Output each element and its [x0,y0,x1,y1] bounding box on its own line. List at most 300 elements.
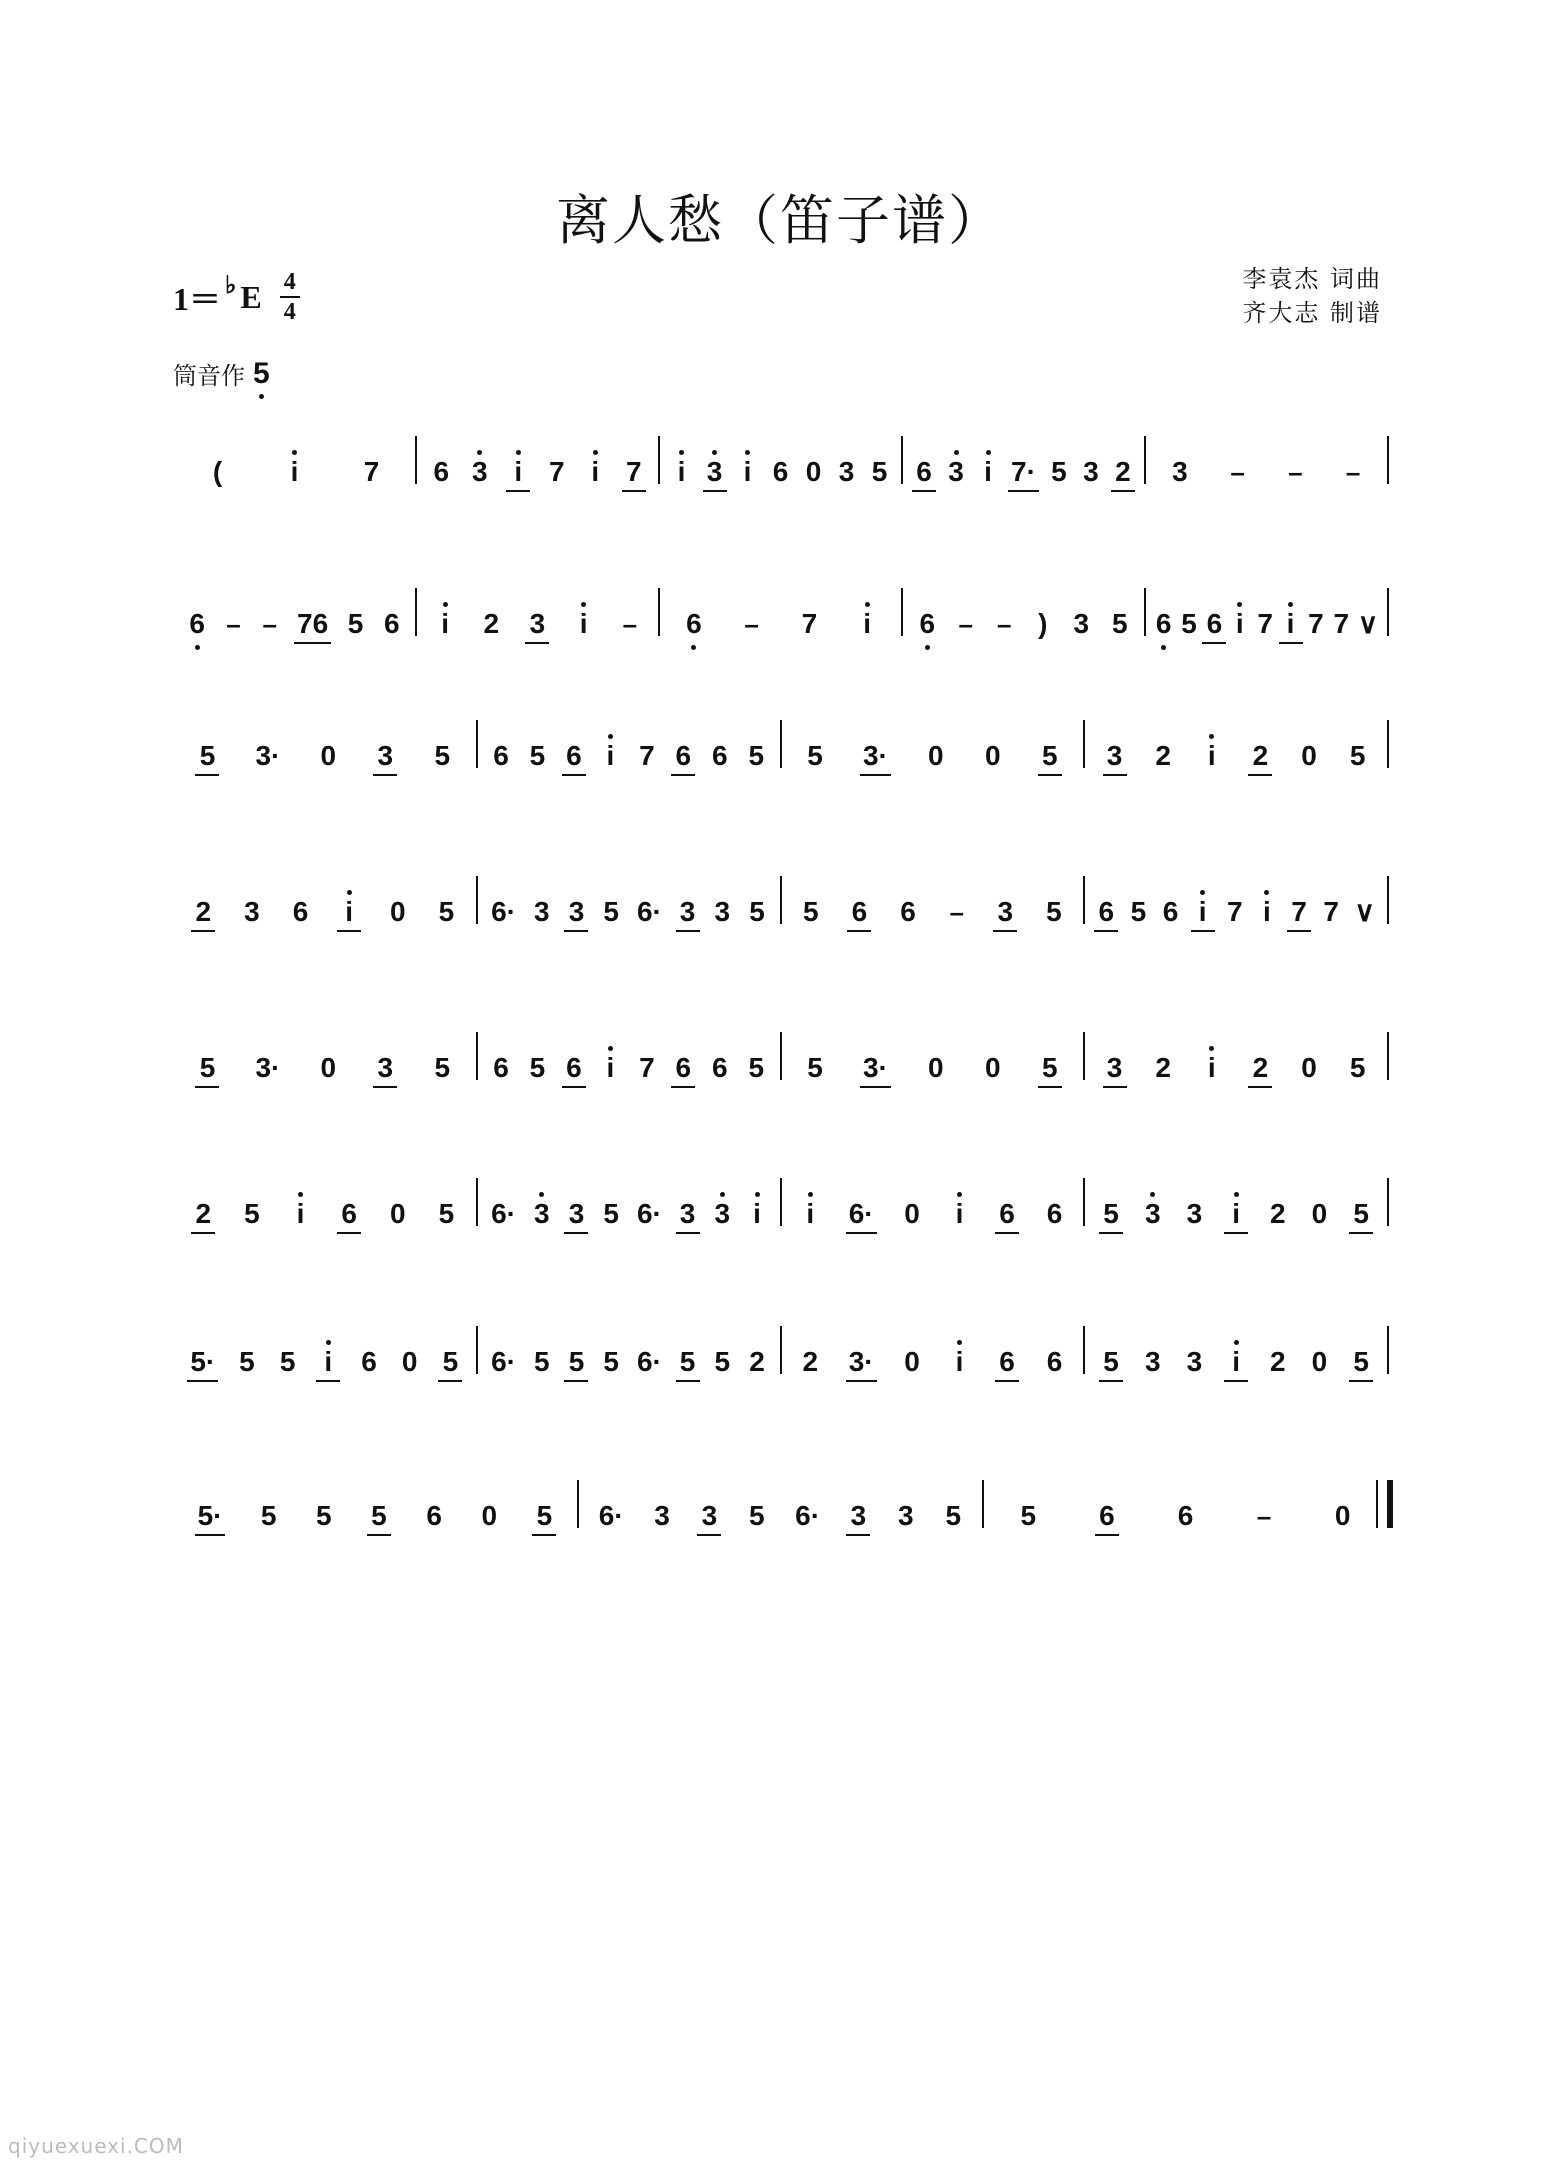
duration-dash: – [622,609,638,639]
duration-dash: – [226,609,241,639]
measure [1090,1330,1382,1390]
score-note: i [1282,610,1300,638]
measure [1090,724,1382,784]
score-note: 6 [1046,1346,1063,1377]
measure [787,1330,1079,1390]
barline [577,1480,579,1528]
score-note: 6 [426,1500,442,1531]
score-note: 3· [862,740,888,771]
duration-dash: – [997,609,1012,639]
score-note: 5 [945,1500,962,1531]
score-note: 0 [320,1052,337,1083]
score-note: 6 [292,896,309,927]
score-note: 3 [533,1198,550,1229]
barline [476,1032,478,1080]
measure [483,880,775,940]
watermark: qiyuexuexi.COM [8,2134,184,2158]
measure [787,1182,1079,1242]
score-note: 6 [712,740,728,771]
score-row [173,880,1388,940]
score-note: 5 [442,1346,459,1377]
score-note: i [748,1200,766,1228]
score-note: 3 [1144,1346,1161,1377]
score-note: i [673,458,691,486]
measure [483,724,775,784]
duration-dash: – [958,609,973,639]
score-note: 6 [1155,608,1172,639]
score-note: 3 [1073,608,1090,639]
score-note: ∨ [1354,896,1375,927]
score-note: 6· [636,896,662,927]
barline [780,876,782,924]
score-note: ∨ [1357,608,1379,639]
score-note: 5 [1046,896,1062,927]
score-note: 5 [1130,896,1147,927]
score-note: 3· [848,1346,874,1377]
score-note: 7 [1333,608,1350,639]
score-note: 3 [1172,456,1188,487]
barline [982,1480,984,1528]
score-note: 5 [871,456,888,487]
score-note: i [1227,1348,1245,1376]
score-note: 0 [481,1500,498,1531]
score-note: 6 [566,740,582,771]
score-note: 3 [654,1500,670,1531]
score-note: 5 [316,1500,332,1531]
duration-dash: – [1230,457,1245,487]
tube-note-value: 5 [253,356,270,390]
barline [1387,1178,1389,1226]
barline [1387,720,1389,768]
score-note: 3 [706,456,723,487]
barline [1387,1032,1389,1080]
score-note: 5 [1353,1198,1369,1229]
score-note: 5 [1020,1500,1037,1531]
score-note: 0 [1311,1198,1328,1229]
barline [1387,588,1389,636]
barline [1387,1326,1389,1374]
score-note: 3 [377,1052,394,1083]
measure [179,1036,471,1096]
barline [780,1178,782,1226]
score-note: 7 [1308,608,1324,639]
score-note: 3 [1186,1198,1203,1229]
score-note: 2 [1269,1198,1286,1229]
measure [665,440,896,500]
score-note: 5 [434,740,451,771]
score-note: 6 [851,896,868,927]
score-note: 3 [1083,456,1099,487]
measure [787,724,1079,784]
score-row [173,724,1388,784]
score-note: i [601,1054,619,1082]
score-note: 5 [239,1346,255,1377]
score-note: 3 [244,896,260,927]
measure [1090,880,1382,940]
score-note: 3 [679,896,696,927]
score-note: 7 [1323,896,1339,927]
score-note: i [979,458,997,486]
barline [476,1326,478,1374]
barline [1083,876,1085,924]
score-row [173,1484,1388,1544]
score-note: 7 [625,456,642,487]
score-note: 5 [279,1346,296,1377]
barline [476,876,478,924]
score-note: i [1227,1200,1245,1228]
score-note: 5 [199,1052,216,1083]
measure [787,1036,1079,1096]
measure [584,1484,977,1544]
barline [1387,876,1389,924]
score-note: 6 [686,608,702,639]
score-note: 6 [341,1198,357,1229]
score-note: 3· [862,1052,888,1083]
score-note: 6· [491,1346,517,1377]
score-note: 2 [195,896,212,927]
measure [1151,440,1382,500]
score-note: 5 [603,1198,619,1229]
score-note: 0 [1334,1500,1351,1531]
score-note: 76 [297,608,329,639]
score-note: 5 [749,896,765,927]
score-note: 5 [244,1198,260,1229]
score-note: 3 [533,896,550,927]
barline [1083,1326,1085,1374]
score-note: 2 [1269,1346,1286,1377]
score-note: 7 [639,740,655,771]
score-row [173,1182,1388,1242]
score-note: 2 [195,1198,212,1229]
score-note: i [801,1200,819,1228]
score-note: 6 [1177,1500,1194,1531]
score-note: i [1203,1054,1221,1082]
score-note: 5 [807,740,823,771]
score-note: 3 [529,608,546,639]
score-note: 5 [529,740,546,771]
score-note: 3 [1106,1052,1123,1083]
score-note: 6 [999,1346,1015,1377]
time-signature [280,270,300,324]
duration-dash: – [1288,457,1303,487]
measure [179,440,410,500]
score-note: i [436,610,454,638]
measure [787,880,1079,940]
tube-note [173,356,270,391]
barline [1083,1178,1085,1226]
measure [179,724,471,784]
measure [179,1182,471,1242]
score-note: i [1203,742,1221,770]
score-note: 0 [390,1198,406,1229]
score-note: 5 [438,896,455,927]
score-note: 6 [566,1052,582,1083]
page-title: 离人愁（笛子谱） [556,189,1004,252]
score-note: i [586,458,604,486]
score-note: 7 [1257,608,1273,639]
duration-dash: – [744,609,759,639]
score-note: 6 [919,608,936,639]
measure [665,592,896,652]
score-note: 5 [1051,456,1067,487]
barline [901,436,903,484]
score-note: 3 [997,896,1014,927]
score-note: 0 [928,1052,944,1083]
measure [1151,592,1382,652]
measure [422,592,653,652]
score-note: 0 [390,896,406,927]
score-note: 2 [483,608,500,639]
flat-sign: ♭ [225,272,237,299]
barline [1083,720,1085,768]
score-note: 5 [347,608,364,639]
score-note: 6 [1206,608,1223,639]
score-note: 6 [675,1052,692,1083]
score-note: 5 [1181,608,1197,639]
score-note: 0 [1311,1346,1328,1377]
measure [908,592,1139,652]
duration-dash: – [262,609,277,639]
credit-transcriber: 齐大志 制谱 [1242,299,1382,327]
score-note: 5 [748,740,765,771]
score-note: 5 [1111,608,1128,639]
barline [780,1032,782,1080]
score-note: 5 [1349,740,1366,771]
score-note: 6 [361,1346,377,1377]
score-note: 5 [199,740,216,771]
score-note: i [1231,610,1249,638]
score-note: i [1194,898,1212,926]
score-note: 6 [493,1052,509,1083]
barline [476,720,478,768]
duration-dash: – [1345,457,1361,487]
score-note: 3 [471,456,488,487]
duration-dash: – [949,897,964,927]
score-note: 6 [433,456,450,487]
score-note: 7 [363,456,380,487]
score-note: i [1258,898,1276,926]
score-note: 3 [838,456,855,487]
score-note: 6 [1099,1500,1115,1531]
score-note: 5 [1103,1198,1119,1229]
barline [658,588,660,636]
score-note: 6 [1046,1198,1063,1229]
score-note: 7 [1291,896,1307,927]
score-note: 5 [1103,1346,1119,1377]
measure [422,440,653,500]
score-note: 2 [749,1346,765,1377]
score-note: 5 [714,1346,731,1377]
score-note: i [292,1200,310,1228]
score-note: 7 [639,1052,655,1083]
score-note: 3 [568,896,585,927]
score-note: 2 [1252,1052,1269,1083]
score-note: 5 [1353,1346,1369,1377]
score-note: 6· [795,1500,821,1531]
score-note: 6· [848,1198,874,1229]
score-note: 3 [679,1198,696,1229]
score-note: 3 [898,1500,914,1531]
barline [901,588,903,636]
score-note: 6 [1098,896,1115,927]
score-note: 5 [260,1500,277,1531]
score-note: i [509,458,527,486]
score-note: i [951,1348,969,1376]
barline [415,436,417,484]
score-note: 2 [802,1346,819,1377]
score-note: i [739,458,757,486]
score-note: ) [1038,608,1048,639]
key-prefix: 1＝ [173,281,222,317]
barline [1144,588,1146,636]
score-note: 0 [904,1198,920,1229]
score-note: 6 [916,456,932,487]
score-note: 2 [1155,740,1171,771]
time-bottom: 4 [283,299,296,325]
score-note: 3 [714,1198,731,1229]
score-note: i [340,898,358,926]
score-note: 3 [377,740,394,771]
key-note: E [240,278,262,315]
score-note: 6· [491,896,517,927]
score-note: 5 [438,1198,455,1229]
credits [1242,262,1382,330]
score-note: 2 [1252,740,1269,771]
measure [179,592,410,652]
score-note: 6 [772,456,789,487]
key-signature [173,270,300,324]
score-note: 5 [434,1052,451,1083]
score-note: 5 [1041,740,1058,771]
score-note: i [575,610,593,638]
score-note: 5 [1041,1052,1058,1083]
measure [179,1484,572,1544]
score-note: 5 [603,1346,619,1377]
score-note: 3 [850,1500,867,1531]
measure [179,1330,471,1390]
score-note: 0 [401,1346,418,1377]
score-row [173,592,1388,652]
score-note: 0 [928,740,944,771]
score-note: 6 [900,896,916,927]
duration-dash: – [1256,1501,1272,1531]
score-row [173,1036,1388,1096]
time-top: 4 [283,269,296,295]
score-note: 5 [679,1346,696,1377]
score-note: 5 [536,1500,553,1531]
score-note: 6 [1162,896,1179,927]
score-note: 6· [598,1500,624,1531]
score-note: 6· [491,1198,517,1229]
score-note: 0 [985,1052,1001,1083]
score-note: 6 [675,740,692,771]
score-row [173,440,1388,500]
score-note: 3 [568,1198,585,1229]
score-note: i [601,742,619,770]
score-note: 5 [533,1346,550,1377]
credit-lyricist-composer: 李袁杰 词曲 [1242,265,1382,293]
score-note: 0 [985,740,1001,771]
score-note: 2 [1115,456,1131,487]
measure [483,1182,775,1242]
measure [1090,1182,1382,1242]
score-note: i [951,1200,969,1228]
measure [1090,1036,1382,1096]
barline [658,436,660,484]
score-note: 3 [1106,740,1123,771]
score-note: 3 [1144,1198,1161,1229]
score-note: 0 [904,1346,920,1377]
score-note: 7 [1227,896,1243,927]
score-note: 6· [636,1346,662,1377]
final-barline-thin [1376,1480,1378,1528]
score-note: 6 [999,1198,1015,1229]
score-note: 7 [801,608,818,639]
measure [908,440,1139,500]
score-note: 3 [714,896,731,927]
barline [780,720,782,768]
score-note: 6 [493,740,509,771]
score-note: i [858,610,876,638]
score-note: 0 [320,740,337,771]
measure [483,1330,775,1390]
measure [179,880,471,940]
score-note: 5 [568,1346,585,1377]
score-note: 5 [371,1500,387,1531]
score-note: 7· [1011,456,1036,487]
score-note: 0 [1301,1052,1317,1083]
score-note: 5 [529,1052,546,1083]
measure [989,1484,1382,1544]
score-note: i [319,1348,337,1376]
score-note: i [286,458,304,486]
barline [1083,1032,1085,1080]
score-note: 5 [1349,1052,1366,1083]
score-row [173,1330,1388,1390]
score-note: 5 [603,896,619,927]
final-barline [1387,1480,1393,1528]
barline [1144,436,1146,484]
score-note: 3 [701,1500,718,1531]
barline [1387,436,1389,484]
score-note: 0 [1301,740,1317,771]
score-note: 6· [636,1198,662,1229]
score-note: 3 [948,456,964,487]
score-note: 5 [803,896,819,927]
barline [780,1326,782,1374]
measure [483,1036,775,1096]
barline [476,1178,478,1226]
score-note: 5· [197,1500,223,1531]
score-note: 5 [807,1052,823,1083]
score-note: 5 [748,1052,765,1083]
score-note: 6 [383,608,400,639]
score-note: 6 [189,608,205,639]
score-note: 3· [255,740,281,771]
score-note: 7 [548,456,565,487]
score-note: 5 [748,1500,765,1531]
tube-note-label: 筒音作 [173,362,245,390]
barline [415,588,417,636]
score-note: 3 [1186,1346,1203,1377]
score-note: 6 [712,1052,728,1083]
score-note: 0 [805,456,822,487]
score-note: 5· [190,1346,216,1377]
time-bar [280,296,300,298]
score-note: 2 [1155,1052,1171,1083]
score-note: 3· [255,1052,281,1083]
score-note: ( [212,456,223,487]
